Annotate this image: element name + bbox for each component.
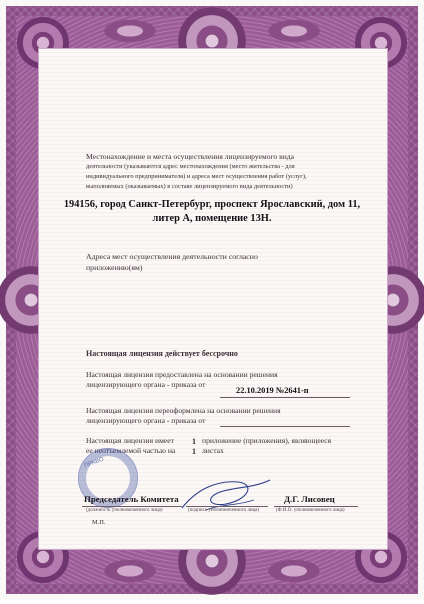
- order-date-number: 22.10.2019 №2641-п: [236, 386, 309, 395]
- appendix-note-line: приложению(ям): [86, 263, 143, 272]
- position-hint: (должность уполномоченного лица): [86, 508, 163, 513]
- name-hint: (Ф.И.О. уполномоченного лица): [276, 508, 345, 513]
- stamp-lettering: ПРАВО: [83, 456, 105, 470]
- validity-statement: Настоящая лицензия действует бессрочно: [86, 349, 238, 358]
- signatory-name: Д.Г. Лисовец: [284, 494, 335, 504]
- attachments-right: листах: [202, 446, 224, 455]
- underline: [220, 397, 350, 398]
- license-address: [60, 198, 364, 226]
- signature-hint: (подпись уполномоченного лица): [188, 508, 260, 513]
- intro-line: Местонахождение и места осуществления лицензируемого вида: [86, 152, 295, 161]
- underline: [220, 426, 350, 427]
- attachments-count: 1: [192, 437, 196, 446]
- signatory-position: Председатель Комитета: [84, 494, 179, 504]
- attachments-left: ее неотъемлемой частью на: [86, 446, 176, 455]
- intro-line: деятельности (указываются адрес местонахождения (место жительства - для: [86, 163, 295, 170]
- underline: [274, 506, 358, 507]
- grant-line: Настоящая лицензия предоставлена на основании решения: [86, 370, 278, 379]
- reissue-line: лицензирующего органа - приказа от: [86, 416, 206, 425]
- address-line: 194156, город Санкт-Петербург, проспект Ярославский, дом 11,: [63, 199, 361, 210]
- intro-line: выполняемых (оказываемых) в составе лицензируемого вида деятельности): [86, 183, 293, 190]
- address-line: литер А, помещение 13Н.: [152, 213, 272, 224]
- underline: [186, 506, 268, 507]
- attachments-left: Настоящая лицензия имеет: [86, 436, 174, 445]
- reissue-line: Настоящая лицензия переоформлена на основании решения: [86, 406, 281, 415]
- seal-place: М.П.: [92, 519, 106, 526]
- appendix-note-line: Адреса мест осуществления деятельности согласно: [86, 252, 258, 261]
- grant-line: лицензирующего органа - приказа от: [86, 380, 206, 389]
- underline: [82, 506, 182, 507]
- attachments-right: приложение (приложения), являющееся: [202, 436, 332, 445]
- intro-line: индивидуального предпринимателя) и адреса мест осуществления работ (услуг),: [86, 173, 307, 180]
- sheets-count: 1: [192, 447, 196, 456]
